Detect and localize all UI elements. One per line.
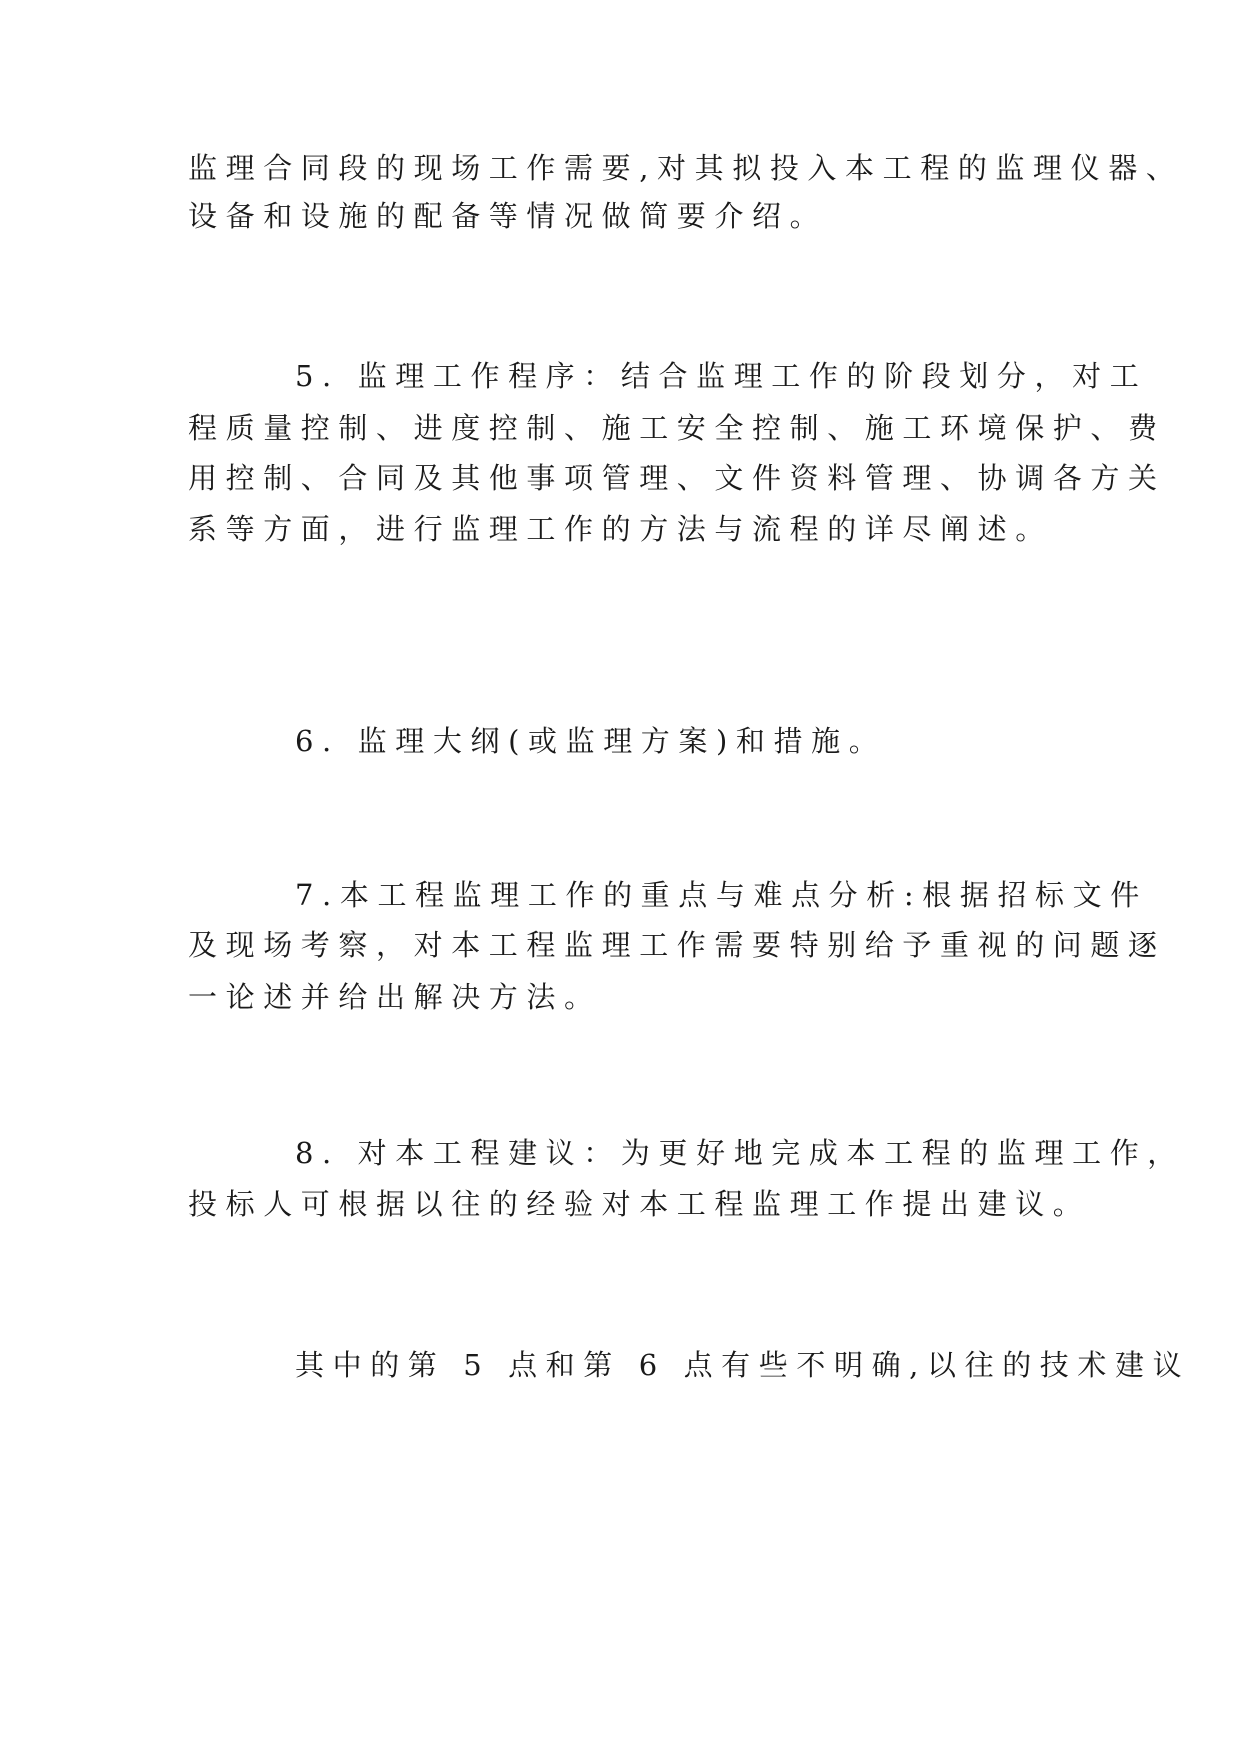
- item-7-heading-line: 7.本工程监理工作的重点与难点分析:根据招标文件: [295, 878, 1148, 912]
- paragraph-line: 一论述并给出解决方法。: [188, 980, 602, 1014]
- paragraph-line: 系等方面，进行监理工作的方法与流程的详尽阐述。: [188, 512, 1053, 546]
- closing-paragraph-line: 其中的第 5 点和第 6 点有些不明确,以往的技术建议: [295, 1348, 1191, 1382]
- item-6-heading-line: 6. 监理大纲(或监理方案)和措施。: [295, 724, 887, 758]
- paragraph-line: 监理合同段的现场工作需要,对其拟投入本工程的监理仪器、: [188, 151, 1184, 185]
- paragraph-line: 设备和设施的配备等情况做简要介绍。: [188, 199, 828, 233]
- paragraph-line: 及现场考察，对本工程监理工作需要特别给予重视的问题逐: [188, 928, 1166, 962]
- item-5-heading-line: 5. 监理工作程序：结合监理工作的阶段划分，对工: [295, 359, 1148, 393]
- paragraph-line: 程质量控制、进度控制、施工安全控制、施工环境保护、费: [188, 411, 1166, 445]
- paragraph-line: 用控制、合同及其他事项管理、文件资料管理、协调各方关: [188, 461, 1166, 495]
- paragraph-line: 投标人可根据以往的经验对本工程监理工作提出建议。: [188, 1187, 1091, 1221]
- item-8-heading-line: 8. 对本工程建议：为更好地完成本工程的监理工作，: [295, 1136, 1185, 1170]
